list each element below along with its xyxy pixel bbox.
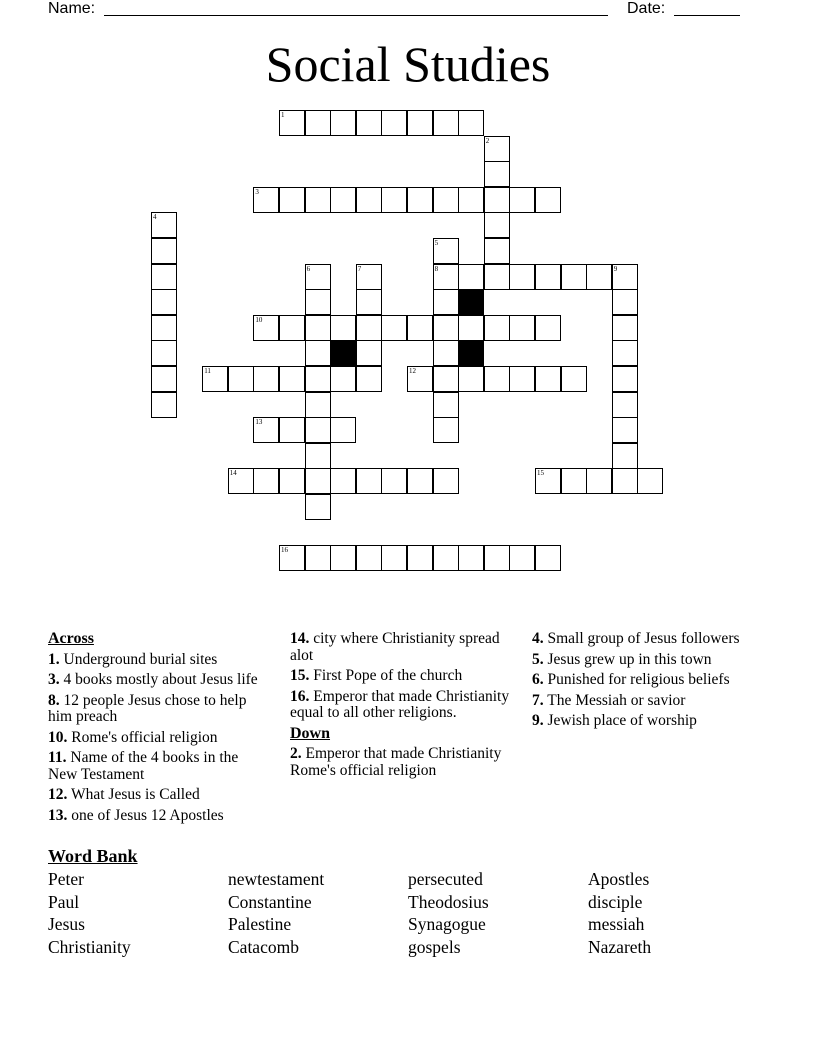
crossword-cell[interactable] [561, 264, 587, 290]
crossword-cell[interactable] [330, 545, 356, 571]
crossword-cell[interactable] [253, 187, 279, 213]
crossword-cell[interactable] [330, 187, 356, 213]
word-bank-item: Christianity [48, 936, 131, 957]
crossword-cell[interactable] [458, 110, 484, 136]
crossword-cell[interactable] [253, 417, 279, 443]
crossword-cell[interactable] [612, 315, 638, 341]
word-bank-item: Peter [48, 869, 84, 889]
crossword-cell[interactable] [407, 545, 433, 571]
crossword-cell[interactable] [356, 468, 382, 494]
crossword-cell[interactable] [433, 289, 459, 315]
crossword-cell[interactable] [535, 545, 561, 571]
crossword-cell[interactable] [407, 187, 433, 213]
crossword-cell[interactable] [484, 212, 510, 238]
crossword-cell[interactable] [151, 366, 177, 392]
clue-across: 15. First Pope of the church [290, 667, 463, 684]
crossword-cell[interactable] [535, 264, 561, 290]
crossword-cell[interactable] [253, 468, 279, 494]
clues-column-2 [290, 631, 510, 783]
clue-number: 6 [306, 264, 311, 273]
crossword-cell[interactable] [305, 468, 331, 494]
clue-across: 16. Emperor that made Christianity equal to all other religions. [290, 687, 510, 721]
crossword-cell[interactable] [509, 545, 535, 571]
crossword-cell[interactable] [279, 545, 305, 571]
crossword-cell[interactable] [330, 468, 356, 494]
crossword-cell[interactable] [612, 443, 638, 469]
clue-number: 7 [357, 264, 362, 273]
crossword-cell[interactable] [305, 315, 331, 341]
crossword-cell[interactable] [535, 366, 561, 392]
clue-down: 4. Small group of Jesus followers [532, 630, 740, 647]
crossword-cell[interactable] [612, 392, 638, 418]
clue-number: 9 [613, 264, 618, 273]
date-label: Date: [627, 0, 666, 17]
crossword-cell[interactable] [612, 289, 638, 315]
crossword-cell[interactable] [612, 264, 638, 290]
crossword-cell[interactable] [612, 468, 638, 494]
crossword-cell[interactable] [433, 392, 459, 418]
crossword-cell[interactable] [305, 110, 331, 136]
crossword-cell[interactable] [458, 366, 484, 392]
crossword-cell[interactable] [484, 545, 510, 571]
clue-number: 13 [255, 418, 263, 427]
clue-down: 2. Emperor that made Christianity Rome's official religion [290, 745, 502, 779]
crossword-cell[interactable] [381, 315, 407, 341]
crossword-cell[interactable] [279, 468, 305, 494]
crossword-cell[interactable] [407, 110, 433, 136]
word-bank-item: Catacomb [228, 936, 299, 957]
crossword-cell[interactable] [305, 187, 331, 213]
crossword-cell[interactable] [484, 366, 510, 392]
clue-across: 1. Underground burial sites [48, 650, 218, 668]
crossword-cell[interactable] [151, 340, 177, 366]
word-bank-heading: Word Bank [48, 846, 138, 866]
crossword-cell[interactable] [330, 110, 356, 136]
crossword-cell[interactable] [612, 340, 638, 366]
crossword-cell[interactable] [305, 289, 331, 315]
crossword-cell[interactable] [586, 264, 612, 290]
clue-across: 14. city where Christianity spread alot [290, 630, 500, 664]
clue-number: 10 [255, 315, 263, 324]
crossword-cell[interactable] [202, 366, 228, 392]
crossword-cell[interactable] [612, 417, 638, 443]
crossword-cell[interactable] [484, 315, 510, 341]
crossword-cell[interactable] [535, 187, 561, 213]
clue-number: 8 [434, 264, 439, 273]
clue-across: 8. 12 people Jesus chose to help him preach [48, 691, 247, 725]
clues-column-1 [48, 631, 268, 828]
crossword-cell[interactable] [228, 468, 254, 494]
crossword-cell[interactable] [458, 545, 484, 571]
crossword-cell[interactable] [484, 238, 510, 264]
crossword-cell[interactable] [381, 468, 407, 494]
crossword-cell[interactable] [356, 545, 382, 571]
crossword-cell[interactable] [305, 417, 331, 443]
crossword-cell[interactable] [509, 187, 535, 213]
word-bank-item: Palestine [228, 914, 292, 934]
clues-column-3 [532, 631, 752, 734]
crossword-block-cell [458, 289, 484, 315]
clue-number: 15 [537, 469, 544, 478]
down-heading: Down [290, 724, 331, 742]
clue-number: 5 [434, 239, 439, 247]
crossword-cell[interactable] [151, 212, 177, 238]
crossword-cell[interactable] [509, 366, 535, 392]
crossword-cell[interactable] [305, 340, 331, 366]
clue-across: 12. What Jesus is Called [48, 786, 200, 803]
crossword-cell[interactable] [433, 315, 459, 341]
crossword-cell[interactable] [561, 468, 587, 494]
word-bank-item: disciple [588, 891, 643, 912]
crossword-cell[interactable] [151, 289, 177, 315]
clue-number: 11 [204, 367, 211, 375]
crossword-cell[interactable] [433, 264, 459, 290]
clue-number: 16 [281, 546, 288, 555]
clue-across: 13. one of Jesus 12 Apostles [48, 806, 224, 824]
crossword-cell[interactable] [637, 468, 663, 494]
crossword-cell[interactable] [356, 264, 382, 290]
crossword-cell[interactable] [330, 417, 356, 443]
crossword-cell[interactable] [151, 392, 177, 418]
word-bank-item: Apostles [588, 869, 650, 889]
crossword-cell[interactable] [279, 187, 305, 213]
crossword-cell[interactable] [305, 366, 331, 392]
word-bank-item: Theodosius [408, 891, 489, 912]
crossword-cell[interactable] [253, 366, 279, 392]
clue-down: 5. Jesus grew up in this town [532, 650, 712, 668]
crossword-cell[interactable] [253, 315, 279, 341]
crossword-cell[interactable] [433, 366, 459, 392]
crossword-cell[interactable] [356, 110, 382, 136]
word-bank-list [48, 868, 768, 958]
word-bank-item: Jesus [48, 914, 85, 934]
crossword-cell[interactable] [305, 264, 331, 290]
clue-across: 11. Name of the 4 books in the New Testament [48, 749, 239, 783]
crossword-cell[interactable] [407, 315, 433, 341]
crossword-cell[interactable] [433, 417, 459, 443]
crossword-cell[interactable] [484, 187, 510, 213]
crossword-cell[interactable] [151, 238, 177, 264]
name-label: Name: [48, 0, 96, 17]
crossword-cell[interactable] [561, 366, 587, 392]
clue-number: 14 [229, 469, 237, 478]
crossword-cell[interactable] [305, 392, 331, 418]
clue-across: 10. Rome's official religion [48, 728, 218, 746]
clue-down: 9. Jewish place of worship [532, 712, 697, 729]
clue-number: 2 [485, 136, 490, 145]
crossword-cell[interactable] [484, 136, 510, 162]
crossword-cell[interactable] [381, 187, 407, 213]
crossword-cell[interactable] [356, 340, 382, 366]
crossword-cell[interactable] [279, 110, 305, 136]
crossword-cell[interactable] [228, 366, 254, 392]
word-bank-item: messiah [588, 914, 645, 934]
clue-number: 12 [409, 367, 416, 375]
crossword-cell[interactable] [381, 110, 407, 136]
crossword-cell[interactable] [433, 187, 459, 213]
clue-down: 7. The Messiah or savior [532, 691, 686, 709]
crossword-cell[interactable] [509, 264, 535, 290]
crossword-cell[interactable] [458, 187, 484, 213]
clue-number: 4 [153, 213, 157, 222]
crossword-cell[interactable] [305, 494, 331, 520]
crossword-cell[interactable] [433, 238, 459, 264]
clue-number: 1 [281, 111, 285, 119]
page-title: Social Studies [265, 36, 551, 92]
word-bank-item: Constantine [228, 891, 312, 912]
crossword-cell[interactable] [330, 315, 356, 341]
crossword-cell[interactable] [586, 468, 612, 494]
crossword-cell[interactable] [433, 545, 459, 571]
word-bank-item: persecuted [408, 869, 483, 889]
crossword-cell[interactable] [151, 315, 177, 341]
crossword-cell[interactable] [458, 315, 484, 341]
crossword-cell[interactable] [433, 340, 459, 366]
word-bank-item: Nazareth [588, 936, 652, 957]
crossword-cell[interactable] [381, 545, 407, 571]
crossword-block-cell [330, 340, 356, 366]
word-bank-item: newtestament [228, 869, 325, 889]
crossword-cell[interactable] [484, 161, 510, 187]
crossword-cell[interactable] [356, 366, 382, 392]
crossword-cell[interactable] [151, 264, 177, 290]
crossword-cell[interactable] [356, 315, 382, 341]
crossword-cell[interactable] [356, 187, 382, 213]
clue-across: 3. 4 books mostly about Jesus life [48, 671, 258, 688]
word-bank-item: Paul [48, 891, 80, 912]
crossword-cell[interactable] [509, 315, 535, 341]
clue-down: 6. Punished for religious beliefs [532, 671, 730, 688]
crossword-cell[interactable] [279, 366, 305, 392]
word-bank-item: gospels [408, 936, 461, 957]
crossword-cell[interactable] [433, 468, 459, 494]
crossword-cell[interactable] [407, 468, 433, 494]
crossword-cell[interactable] [305, 443, 331, 469]
crossword-cell[interactable] [484, 264, 510, 290]
crossword-cell[interactable] [279, 417, 305, 443]
clue-number: 3 [255, 187, 259, 196]
crossword-cell[interactable] [458, 264, 484, 290]
word-bank-item: Synagogue [408, 914, 486, 934]
crossword-cell[interactable] [305, 545, 331, 571]
crossword-cell[interactable] [330, 366, 356, 392]
crossword-cell[interactable] [433, 110, 459, 136]
crossword-cell[interactable] [612, 366, 638, 392]
word-bank [48, 846, 768, 958]
crossword-cell[interactable] [407, 366, 433, 392]
crossword-block-cell [458, 340, 484, 366]
crossword-cell[interactable] [356, 289, 382, 315]
crossword-cell[interactable] [279, 315, 305, 341]
crossword-cell[interactable] [535, 315, 561, 341]
across-heading: Across [48, 630, 94, 647]
crossword-cell[interactable] [535, 468, 561, 494]
